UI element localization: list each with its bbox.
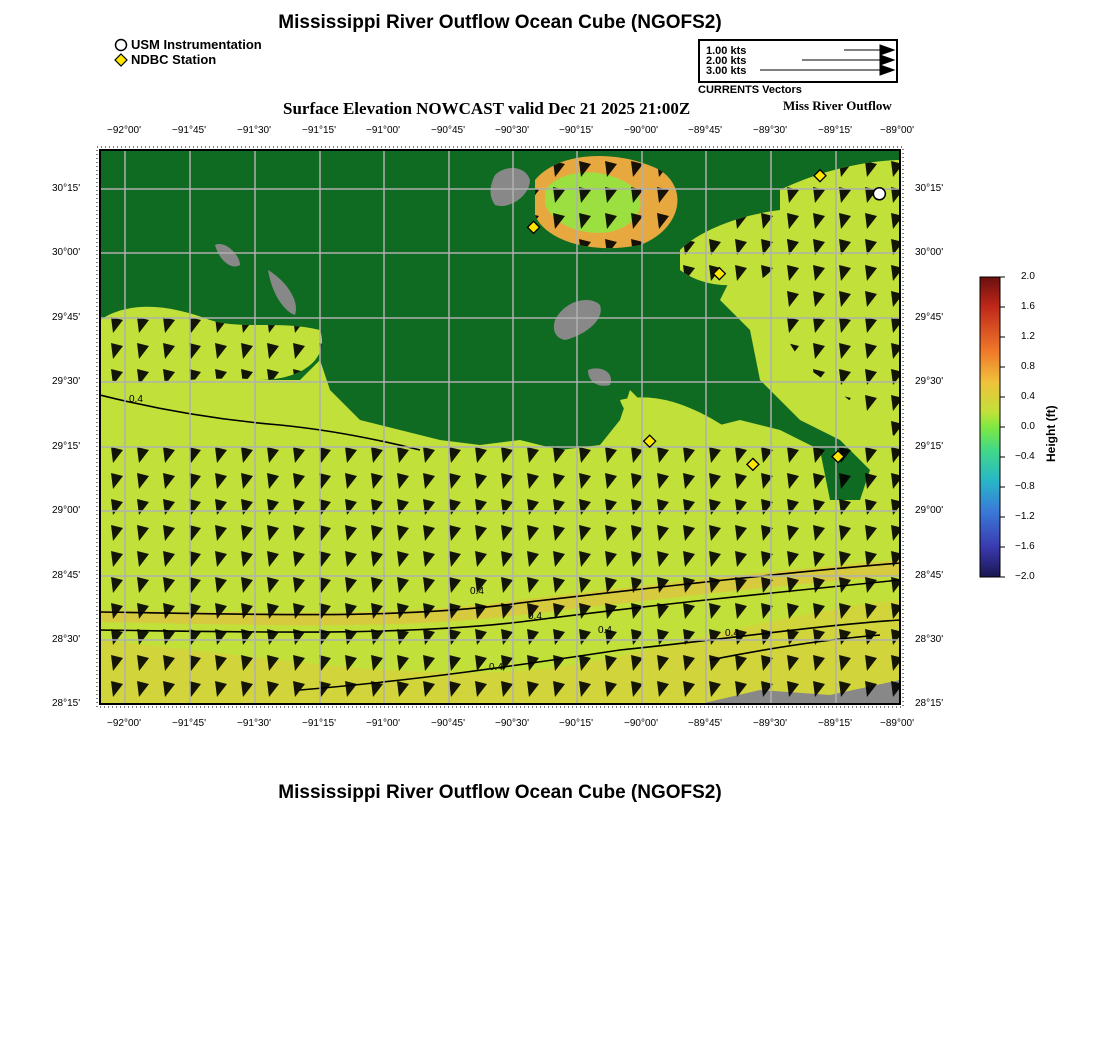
map-field bbox=[100, 150, 900, 704]
legend-ndbc-label: NDBC Station bbox=[131, 52, 217, 67]
lon-label-top: −91°15' bbox=[302, 125, 336, 136]
lat-label-right: 29°00' bbox=[915, 505, 944, 516]
lat-label-right: 29°45' bbox=[915, 312, 944, 323]
lon-label-bottom: −90°15' bbox=[559, 718, 593, 729]
contour-label: 0.4 bbox=[725, 628, 739, 639]
lat-label-left: 29°30' bbox=[52, 376, 81, 387]
lon-label-top: −91°00' bbox=[366, 125, 400, 136]
lat-label-right: 29°15' bbox=[915, 441, 944, 452]
lat-label-left: 30°15' bbox=[52, 183, 81, 194]
vector-scale-3: 3.00 kts bbox=[706, 65, 747, 77]
usm-station-marker bbox=[873, 188, 885, 200]
vector-caption: CURRENTS Vectors bbox=[698, 84, 802, 96]
lon-label-bottom: −91°15' bbox=[302, 718, 336, 729]
contour-label: 0.4 bbox=[489, 662, 503, 673]
colorbar-label: −1.6 bbox=[1015, 541, 1035, 552]
colorbar-label: 0.4 bbox=[1021, 391, 1035, 402]
colorbar-label: 0.0 bbox=[1021, 421, 1035, 432]
colorbar bbox=[980, 277, 1000, 577]
lon-label-bottom: −90°45' bbox=[431, 718, 465, 729]
lat-label-left: 29°45' bbox=[52, 312, 81, 323]
lat-label-left: 28°30' bbox=[52, 634, 81, 645]
lon-label-bottom: −90°30' bbox=[495, 718, 529, 729]
lon-label-top: −90°30' bbox=[495, 125, 529, 136]
lon-label-bottom: −89°45' bbox=[688, 718, 722, 729]
colorbar-label: 2.0 bbox=[1021, 271, 1035, 282]
colorbar-label: −0.8 bbox=[1015, 481, 1035, 492]
lat-label-right: 28°15' bbox=[915, 698, 944, 709]
vector-scale-2: 2.00 kts bbox=[706, 55, 747, 67]
lon-label-top: −89°15' bbox=[818, 125, 852, 136]
page-title: Mississippi River Outflow Ocean Cube (NGOFS2) bbox=[278, 12, 722, 33]
lon-label-bottom: −91°30' bbox=[237, 718, 271, 729]
lon-label-bottom: −91°45' bbox=[172, 718, 206, 729]
lon-label-bottom: −89°15' bbox=[818, 718, 852, 729]
lat-label-right: 29°30' bbox=[915, 376, 944, 387]
lon-label-bottom: −92°00' bbox=[107, 718, 141, 729]
legend-usm-label: USM Instrumentation bbox=[131, 37, 262, 52]
footer-title: Mississippi River Outflow Ocean Cube (NGOFS2) bbox=[278, 782, 722, 803]
lat-label-left: 29°15' bbox=[52, 441, 81, 452]
lat-label-right: 28°45' bbox=[915, 570, 944, 581]
lon-label-top: −90°15' bbox=[559, 125, 593, 136]
colorbar-label: 1.2 bbox=[1021, 331, 1035, 342]
region-label: Miss River Outflow bbox=[783, 98, 892, 113]
lon-label-top: −91°45' bbox=[172, 125, 206, 136]
lat-label-left: 28°45' bbox=[52, 570, 81, 581]
lon-label-top: −90°00' bbox=[624, 125, 658, 136]
lat-label-left: 30°00' bbox=[52, 247, 81, 258]
colorbar-title: Height (ft) bbox=[1044, 405, 1058, 462]
lat-label-right: 28°30' bbox=[915, 634, 944, 645]
lon-label-bottom: −91°00' bbox=[366, 718, 400, 729]
colorbar-label: −0.4 bbox=[1015, 451, 1035, 462]
map-subtitle: Surface Elevation NOWCAST valid Dec 21 2025 21:00Z bbox=[283, 99, 691, 118]
colorbar-label: −1.2 bbox=[1015, 511, 1035, 522]
lon-label-bottom: −89°00' bbox=[880, 718, 914, 729]
lon-label-top: −89°00' bbox=[880, 125, 914, 136]
colorbar-label: 1.6 bbox=[1021, 301, 1035, 312]
lon-label-bottom: −90°00' bbox=[624, 718, 658, 729]
colorbar-label: −2.0 bbox=[1015, 571, 1035, 582]
colorbar-label: 0.8 bbox=[1021, 361, 1035, 372]
lat-label-left: 29°00' bbox=[52, 505, 81, 516]
lon-label-top: −91°30' bbox=[237, 125, 271, 136]
lon-label-bottom: −89°30' bbox=[753, 718, 787, 729]
lat-label-right: 30°15' bbox=[915, 183, 944, 194]
lat-label-left: 28°15' bbox=[52, 698, 81, 709]
contour-label: 0.4 bbox=[528, 611, 542, 622]
lon-label-top: −89°30' bbox=[753, 125, 787, 136]
contour-label: 0.4 bbox=[470, 586, 484, 597]
vector-scale-1: 1.00 kts bbox=[706, 45, 747, 57]
contour-label: 0.4 bbox=[129, 394, 143, 405]
lon-label-top: −90°45' bbox=[431, 125, 465, 136]
lon-label-top: −92°00' bbox=[107, 125, 141, 136]
lon-label-top: −89°45' bbox=[688, 125, 722, 136]
lat-label-right: 30°00' bbox=[915, 247, 944, 258]
colorbar-ticks bbox=[1000, 277, 1005, 577]
contour-label: 0.4 bbox=[598, 625, 612, 636]
